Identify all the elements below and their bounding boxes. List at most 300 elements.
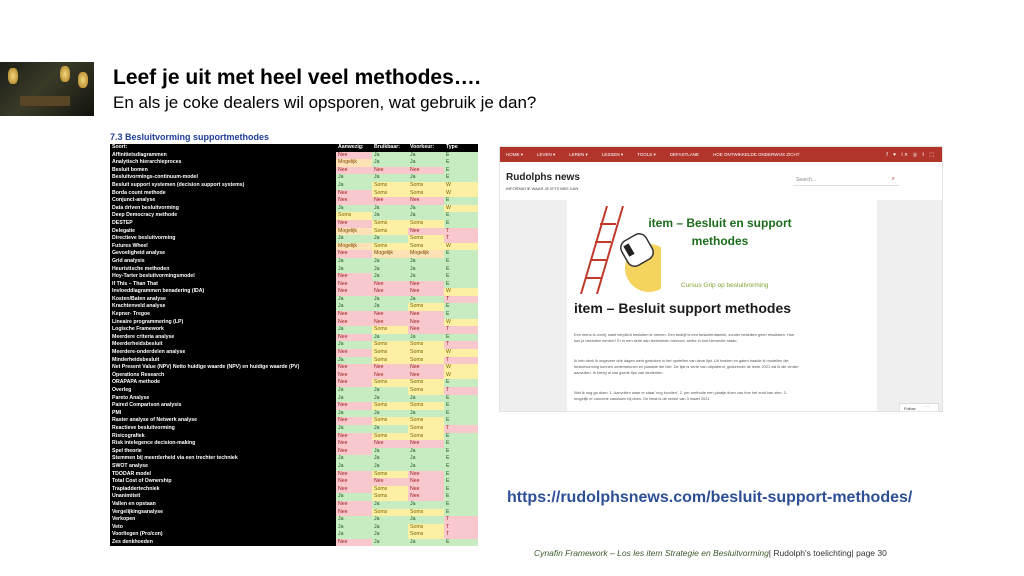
- table-cell: Nee: [336, 273, 372, 281]
- table-cell: Soms: [408, 357, 444, 365]
- table-cell: W: [444, 364, 478, 372]
- table-row: [110, 243, 478, 251]
- table-cell: Nee: [372, 288, 408, 296]
- slide-footer: [534, 548, 887, 558]
- table-cell: Ja: [408, 212, 444, 220]
- table-cell: Mogelijk: [336, 228, 372, 236]
- table-row: [110, 288, 478, 296]
- table-cell: E: [444, 448, 478, 456]
- table-cell: Ja: [372, 387, 408, 395]
- method-name-cell: Meerdere-onderdelen analyse: [110, 349, 336, 357]
- table-cell: E: [444, 212, 478, 220]
- table-row: [110, 228, 478, 236]
- table-cell: Ja: [372, 273, 408, 281]
- table-cell: Ja: [372, 205, 408, 213]
- table-cell: Soms: [408, 349, 444, 357]
- table-cell: Nee: [336, 281, 372, 289]
- table-cell: Soms: [408, 425, 444, 433]
- table-cell: Ja: [372, 152, 408, 160]
- table-cell: Nee: [336, 349, 372, 357]
- table-cell: E: [444, 258, 478, 266]
- method-name-cell: Risicografiek: [110, 433, 336, 441]
- table-cell: Ja: [372, 235, 408, 243]
- table-cell: T: [444, 425, 478, 433]
- method-name-cell: Besluit bomen: [110, 167, 336, 175]
- search-input[interactable]: [793, 174, 899, 186]
- method-name-cell: Verkopen: [110, 516, 336, 524]
- table-cell: Soms: [372, 341, 408, 349]
- table-cell: Ja: [408, 258, 444, 266]
- method-name-cell: Kepner- Tregoe: [110, 311, 336, 319]
- method-name-cell: PMI: [110, 410, 336, 418]
- table-row: [110, 455, 478, 463]
- table-cell: Nee: [408, 471, 444, 479]
- table-cell: Soms: [372, 228, 408, 236]
- table-cell: T: [444, 524, 478, 532]
- table-cell: Ja: [408, 448, 444, 456]
- table-cell: Nee: [336, 372, 372, 380]
- table-cell: E: [444, 402, 478, 410]
- table-cell: Soms: [372, 190, 408, 198]
- slide-subtitle: En als je coke dealers wil opsporen, wat gebruik je dan?: [113, 93, 537, 112]
- table-cell: T: [444, 357, 478, 365]
- table-row: [110, 402, 478, 410]
- table-cell: Ja: [408, 266, 444, 274]
- method-name-cell: Stemmen bij meerderheid via een trechter techniek: [110, 455, 336, 463]
- table-cell: Ja: [408, 395, 444, 403]
- table-row: [110, 417, 478, 425]
- method-name-cell: DESTEP: [110, 220, 336, 228]
- table-cell: Ja: [408, 463, 444, 471]
- method-name-cell: Unanimiteit: [110, 493, 336, 501]
- table-cell: Nee: [372, 197, 408, 205]
- table-row: [110, 258, 478, 266]
- table-cell: Nee: [372, 311, 408, 319]
- table-cell: Ja: [336, 493, 372, 501]
- post-paragraph: Ik heb denk ik ongeveer drie dagen werk gestoken in het opstellen van deze lijst. Uit hoeken en gaten haalde ik modellen die besluitvorming kunnen ondersteunen en plaatste die hier. De lijst is verre van uitputtend, gedurende de lente 2021 zal ik die verder aanvullen. Ik kreeg al wat goede tips van studenten.: [574, 358, 799, 375]
- method-name-cell: Futures Wheel: [110, 243, 336, 251]
- table-cell: Ja: [336, 258, 372, 266]
- method-name-cell: Raster analyse of Netwerk analyse: [110, 417, 336, 425]
- table-cell: Soms: [408, 433, 444, 441]
- table-cell: E: [444, 197, 478, 205]
- table-cell: W: [444, 190, 478, 198]
- table-cell: E: [444, 501, 478, 509]
- table-cell: Soms: [408, 190, 444, 198]
- method-name-cell: Trapladdertechniek: [110, 486, 336, 494]
- table-row: [110, 319, 478, 327]
- table-cell: Nee: [372, 372, 408, 380]
- table-row: [110, 326, 478, 334]
- table-cell: Nee: [336, 334, 372, 342]
- table-title: 7.3 Besluitvorming supportmethodes: [110, 132, 270, 142]
- table-cell: Soms: [372, 182, 408, 190]
- table-cell: Soms: [372, 509, 408, 517]
- footer-page: | Rudolph's toelichting| page 30: [768, 548, 887, 558]
- table-row: [110, 174, 478, 182]
- table-cell: Nee: [408, 311, 444, 319]
- method-name-cell: Vergelijkingsanalyse: [110, 509, 336, 517]
- table-cell: Nee: [336, 364, 372, 372]
- table-cell: Soms: [408, 379, 444, 387]
- footer-course: Cynafin Framework – Los les item Strategie en Besluitvorming: [534, 548, 769, 558]
- slide-title: Leef je uit met heel veel methodes….: [113, 66, 481, 89]
- table-cell: E: [444, 440, 478, 448]
- table-row: [110, 516, 478, 524]
- table-cell: Soms: [372, 357, 408, 365]
- method-name-cell: Operations Research: [110, 372, 336, 380]
- table-cell: Nee: [336, 471, 372, 479]
- method-name-cell: Spel theorie: [110, 448, 336, 456]
- table-row: [110, 205, 478, 213]
- table-header-cell: Aanwezig:: [336, 144, 372, 152]
- table-row: [110, 387, 478, 395]
- table-cell: Nee: [408, 288, 444, 296]
- method-name-cell: If This – Than That: [110, 281, 336, 289]
- table-cell: Nee: [336, 250, 372, 258]
- table-cell: Mogelijk: [336, 159, 372, 167]
- table-cell: T: [444, 341, 478, 349]
- table-cell: Ja: [372, 395, 408, 403]
- table-cell: Soms: [372, 493, 408, 501]
- table-row: [110, 303, 478, 311]
- table-cell: Ja: [408, 539, 444, 547]
- table-cell: W: [444, 288, 478, 296]
- table-cell: T: [444, 387, 478, 395]
- table-cell: Nee: [336, 190, 372, 198]
- table-cell: Ja: [372, 258, 408, 266]
- table-cell: Ja: [336, 296, 372, 304]
- method-name-cell: Pareto Analyse: [110, 395, 336, 403]
- table-cell: E: [444, 455, 478, 463]
- table-cell: Soms: [336, 212, 372, 220]
- table-row: [110, 372, 478, 380]
- table-cell: Ja: [408, 205, 444, 213]
- table-cell: Ja: [372, 501, 408, 509]
- table-cell: Soms: [408, 387, 444, 395]
- table-row: [110, 425, 478, 433]
- table-cell: Nee: [372, 281, 408, 289]
- table-cell: Ja: [408, 501, 444, 509]
- method-name-cell: Veto: [110, 524, 336, 532]
- method-name-cell: Besluitvormings-continuum-model: [110, 174, 336, 182]
- table-row: [110, 478, 478, 486]
- table-cell: W: [444, 372, 478, 380]
- table-cell: Soms: [408, 417, 444, 425]
- table-cell: Nee: [408, 326, 444, 334]
- more-options-icon[interactable]: ···: [924, 404, 929, 410]
- method-name-cell: Conjunct-analyse: [110, 197, 336, 205]
- method-name-cell: Krachtenveld analyse: [110, 303, 336, 311]
- table-cell: Ja: [336, 182, 372, 190]
- table-cell: Ja: [372, 303, 408, 311]
- table-cell: Nee: [336, 433, 372, 441]
- method-name-cell: Risk intelegence decision-making: [110, 440, 336, 448]
- table-cell: W: [444, 319, 478, 327]
- table-cell: Ja: [336, 303, 372, 311]
- site-nav-item[interactable]: LESSEN ▾: [601, 151, 624, 157]
- method-name-cell: Borda count methode: [110, 190, 336, 198]
- method-name-cell: Analytisch hierarchieproces: [110, 159, 336, 167]
- table-cell: Nee: [408, 372, 444, 380]
- table-cell: Nee: [336, 539, 372, 547]
- table-cell: Nee: [408, 167, 444, 175]
- table-cell: Nee: [336, 501, 372, 509]
- table-cell: E: [444, 220, 478, 228]
- table-cell: E: [444, 174, 478, 182]
- table-cell: Ja: [372, 516, 408, 524]
- table-cell: Ja: [336, 425, 372, 433]
- table-cell: E: [444, 379, 478, 387]
- table-cell: Nee: [336, 486, 372, 494]
- table-cell: Ja: [336, 341, 372, 349]
- site-nav-item[interactable]: DEFASTLANE: [669, 152, 700, 157]
- table-cell: Soms: [372, 486, 408, 494]
- source-link[interactable]: https://rudolphsnews.com/besluit-support-methodes/: [507, 489, 913, 506]
- method-name-cell: Heuristische methoden: [110, 266, 336, 274]
- table-row: [110, 220, 478, 228]
- table-row: [110, 463, 478, 471]
- table-cell: Nee: [336, 478, 372, 486]
- table-cell: Nee: [372, 440, 408, 448]
- method-name-cell: Deep Democracy methode: [110, 212, 336, 220]
- table-cell: Soms: [372, 220, 408, 228]
- table-cell: Soms: [408, 524, 444, 532]
- table-cell: Nee: [372, 478, 408, 486]
- site-nav-item[interactable]: TOOLS ▾: [637, 151, 656, 157]
- table-header-cell: Voorkeur:: [408, 144, 444, 152]
- method-name-cell: Gevoeligheid analyse: [110, 250, 336, 258]
- table-cell: Nee: [408, 486, 444, 494]
- table-cell: Mogelijk: [372, 250, 408, 258]
- method-name-cell: Net Present Value (NPV) Netto huidige waarde (NPV) en huidige waarde (PV): [110, 364, 336, 372]
- method-name-cell: Affinitietsdiagrammen: [110, 152, 336, 160]
- table-cell: Soms: [408, 402, 444, 410]
- table-cell: Soms: [372, 433, 408, 441]
- table-row: [110, 433, 478, 441]
- table-cell: Soms: [372, 402, 408, 410]
- table-cell: Ja: [408, 455, 444, 463]
- table-header-cell: Soort:: [110, 144, 336, 152]
- table-row: [110, 357, 478, 365]
- table-cell: Soms: [408, 243, 444, 251]
- table-header-row: [110, 144, 478, 152]
- method-name-cell: Reactieve besluitvorming: [110, 425, 336, 433]
- table-cell: Ja: [372, 296, 408, 304]
- table-cell: T: [444, 516, 478, 524]
- table-cell: Mogelijk: [408, 250, 444, 258]
- site-nav-bar: [500, 147, 942, 162]
- table-cell: Nee: [408, 319, 444, 327]
- table-cell: Ja: [336, 387, 372, 395]
- table-cell: Ja: [408, 410, 444, 418]
- table-cell: E: [444, 493, 478, 501]
- table-cell: E: [444, 395, 478, 403]
- table-cell: Nee: [336, 167, 372, 175]
- table-cell: Nee: [336, 402, 372, 410]
- site-nav-item[interactable]: LEVEN ▾: [537, 151, 556, 157]
- table-cell: Ja: [372, 448, 408, 456]
- table-cell: Ja: [372, 539, 408, 547]
- video-thumbnail: [0, 62, 94, 116]
- table-cell: Nee: [336, 197, 372, 205]
- site-nav-item[interactable]: HOE ONTWIKKELDE ONDERWIJS ZICHT: [713, 152, 800, 157]
- method-name-cell: SWOT analyse: [110, 463, 336, 471]
- search-icon[interactable]: ⌕: [891, 176, 895, 182]
- table-cell: E: [444, 167, 478, 175]
- table-body: [110, 152, 478, 547]
- site-name[interactable]: Rudolphs news: [506, 172, 580, 183]
- table-cell: Nee: [336, 417, 372, 425]
- post-paragraph: Wat ik nog ga doen: 1. Aanvullen waar er staat 'nog invullen', 2. per methode een plaatje doen van hoe het eruit kan zien, 3. mogelijk er concrete casussen bij doen. De tekst is de versie van 3 maart 2021: [574, 390, 787, 401]
- table-cell: Nee: [408, 228, 444, 236]
- table-cell: Ja: [336, 524, 372, 532]
- table-cell: Nee: [372, 319, 408, 327]
- table-cell: W: [444, 349, 478, 357]
- table-cell: Soms: [408, 303, 444, 311]
- table-cell: Nee: [336, 152, 372, 160]
- table-cell: Ja: [372, 455, 408, 463]
- table-cell: Soms: [408, 182, 444, 190]
- site-header: [500, 162, 942, 200]
- table-row: [110, 410, 478, 418]
- table-cell: Ja: [372, 174, 408, 182]
- table-cell: Nee: [336, 220, 372, 228]
- table-row: [110, 152, 478, 160]
- table-cell: E: [444, 410, 478, 418]
- table-cell: Soms: [408, 235, 444, 243]
- table-cell: E: [444, 486, 478, 494]
- table-cell: E: [444, 417, 478, 425]
- table-cell: Soms: [408, 341, 444, 349]
- table-cell: T: [444, 531, 478, 539]
- table-cell: E: [444, 159, 478, 167]
- table-row: [110, 159, 478, 167]
- table-row: [110, 501, 478, 509]
- table-cell: Ja: [408, 159, 444, 167]
- table-cell: Ja: [336, 205, 372, 213]
- site-nav-item[interactable]: HOME ▾: [506, 151, 524, 157]
- method-name-cell: TDODAR model: [110, 471, 336, 479]
- table-cell: Ja: [336, 235, 372, 243]
- table-row: [110, 509, 478, 517]
- table-row: [110, 395, 478, 403]
- table-row: [110, 349, 478, 357]
- method-name-cell: Zes denkhoeden: [110, 539, 336, 547]
- table-row: [110, 341, 478, 349]
- table-cell: E: [444, 471, 478, 479]
- table-cell: Ja: [336, 516, 372, 524]
- table-cell: W: [444, 182, 478, 190]
- table-row: [110, 440, 478, 448]
- table-cell: Ja: [408, 152, 444, 160]
- social-icons: f ♥ in ◎ t ⬚: [886, 151, 936, 158]
- table-row: [110, 524, 478, 532]
- method-name-cell: Total Cost of Ownership: [110, 478, 336, 486]
- table-cell: E: [444, 281, 478, 289]
- table-cell: Nee: [408, 440, 444, 448]
- table-row: [110, 539, 478, 547]
- table-cell: Ja: [336, 326, 372, 334]
- method-name-cell: Paired Comparison analysis: [110, 402, 336, 410]
- method-name-cell: Voorliegen (Pro/con): [110, 531, 336, 539]
- table-cell: Ja: [336, 174, 372, 182]
- table-cell: Soms: [372, 243, 408, 251]
- post-title: item – Besluit support methodes: [574, 300, 792, 316]
- table-cell: Nee: [336, 311, 372, 319]
- table-cell: Ja: [372, 334, 408, 342]
- table-row: [110, 182, 478, 190]
- table-cell: Nee: [336, 319, 372, 327]
- table-cell: E: [444, 303, 478, 311]
- table-cell: Ja: [336, 455, 372, 463]
- table-cell: Ja: [336, 395, 372, 403]
- post-content: [567, 200, 877, 412]
- method-name-cell: Grid analysis: [110, 258, 336, 266]
- table-cell: E: [444, 509, 478, 517]
- table-cell: Nee: [336, 288, 372, 296]
- table-cell: Soms: [408, 220, 444, 228]
- method-name-cell: Meerderheidsbesluit: [110, 341, 336, 349]
- table-cell: Nee: [336, 440, 372, 448]
- method-name-cell: Delegatie: [110, 228, 336, 236]
- table-cell: Nee: [408, 493, 444, 501]
- table-row: [110, 281, 478, 289]
- table-row: [110, 379, 478, 387]
- table-cell: Ja: [408, 174, 444, 182]
- table-cell: Ja: [408, 296, 444, 304]
- table-cell: Ja: [336, 266, 372, 274]
- table-row: [110, 197, 478, 205]
- table-cell: Soms: [372, 471, 408, 479]
- table-header-cell: Type: [444, 144, 478, 152]
- table-cell: Ja: [336, 531, 372, 539]
- table-cell: E: [444, 273, 478, 281]
- method-name-cell: Minderheidsbesluit: [110, 357, 336, 365]
- site-nav-item[interactable]: LEREN ▾: [569, 151, 588, 157]
- methods-table-panel: [110, 131, 478, 546]
- table-cell: T: [444, 235, 478, 243]
- table-cell: Mogelijk: [336, 243, 372, 251]
- table-cell: Nee: [408, 364, 444, 372]
- table-cell: Soms: [408, 509, 444, 517]
- table-cell: Nee: [372, 364, 408, 372]
- method-name-cell: Besluit support systemen (decision support systems): [110, 182, 336, 190]
- table-cell: T: [444, 228, 478, 236]
- table-cell: Nee: [336, 379, 372, 387]
- table-cell: E: [444, 311, 478, 319]
- table-row: [110, 334, 478, 342]
- table-cell: Soms: [372, 417, 408, 425]
- table-cell: E: [444, 152, 478, 160]
- table-row: [110, 212, 478, 220]
- method-name-cell: Kosten/Baten analyse: [110, 296, 336, 304]
- table-cell: Ja: [372, 266, 408, 274]
- table-row: [110, 235, 478, 243]
- follow-button[interactable]: Follow: [899, 403, 939, 412]
- table-row: [110, 190, 478, 198]
- table-cell: Soms: [372, 349, 408, 357]
- table-row: [110, 296, 478, 304]
- website-screenshot: [499, 146, 943, 412]
- table-cell: Ja: [372, 463, 408, 471]
- table-row: [110, 448, 478, 456]
- post-hero-image: [567, 206, 833, 294]
- table-row: [110, 364, 478, 372]
- method-name-cell: Directieve besluitvorming: [110, 235, 336, 243]
- table-cell: E: [444, 334, 478, 342]
- table-row: [110, 273, 478, 281]
